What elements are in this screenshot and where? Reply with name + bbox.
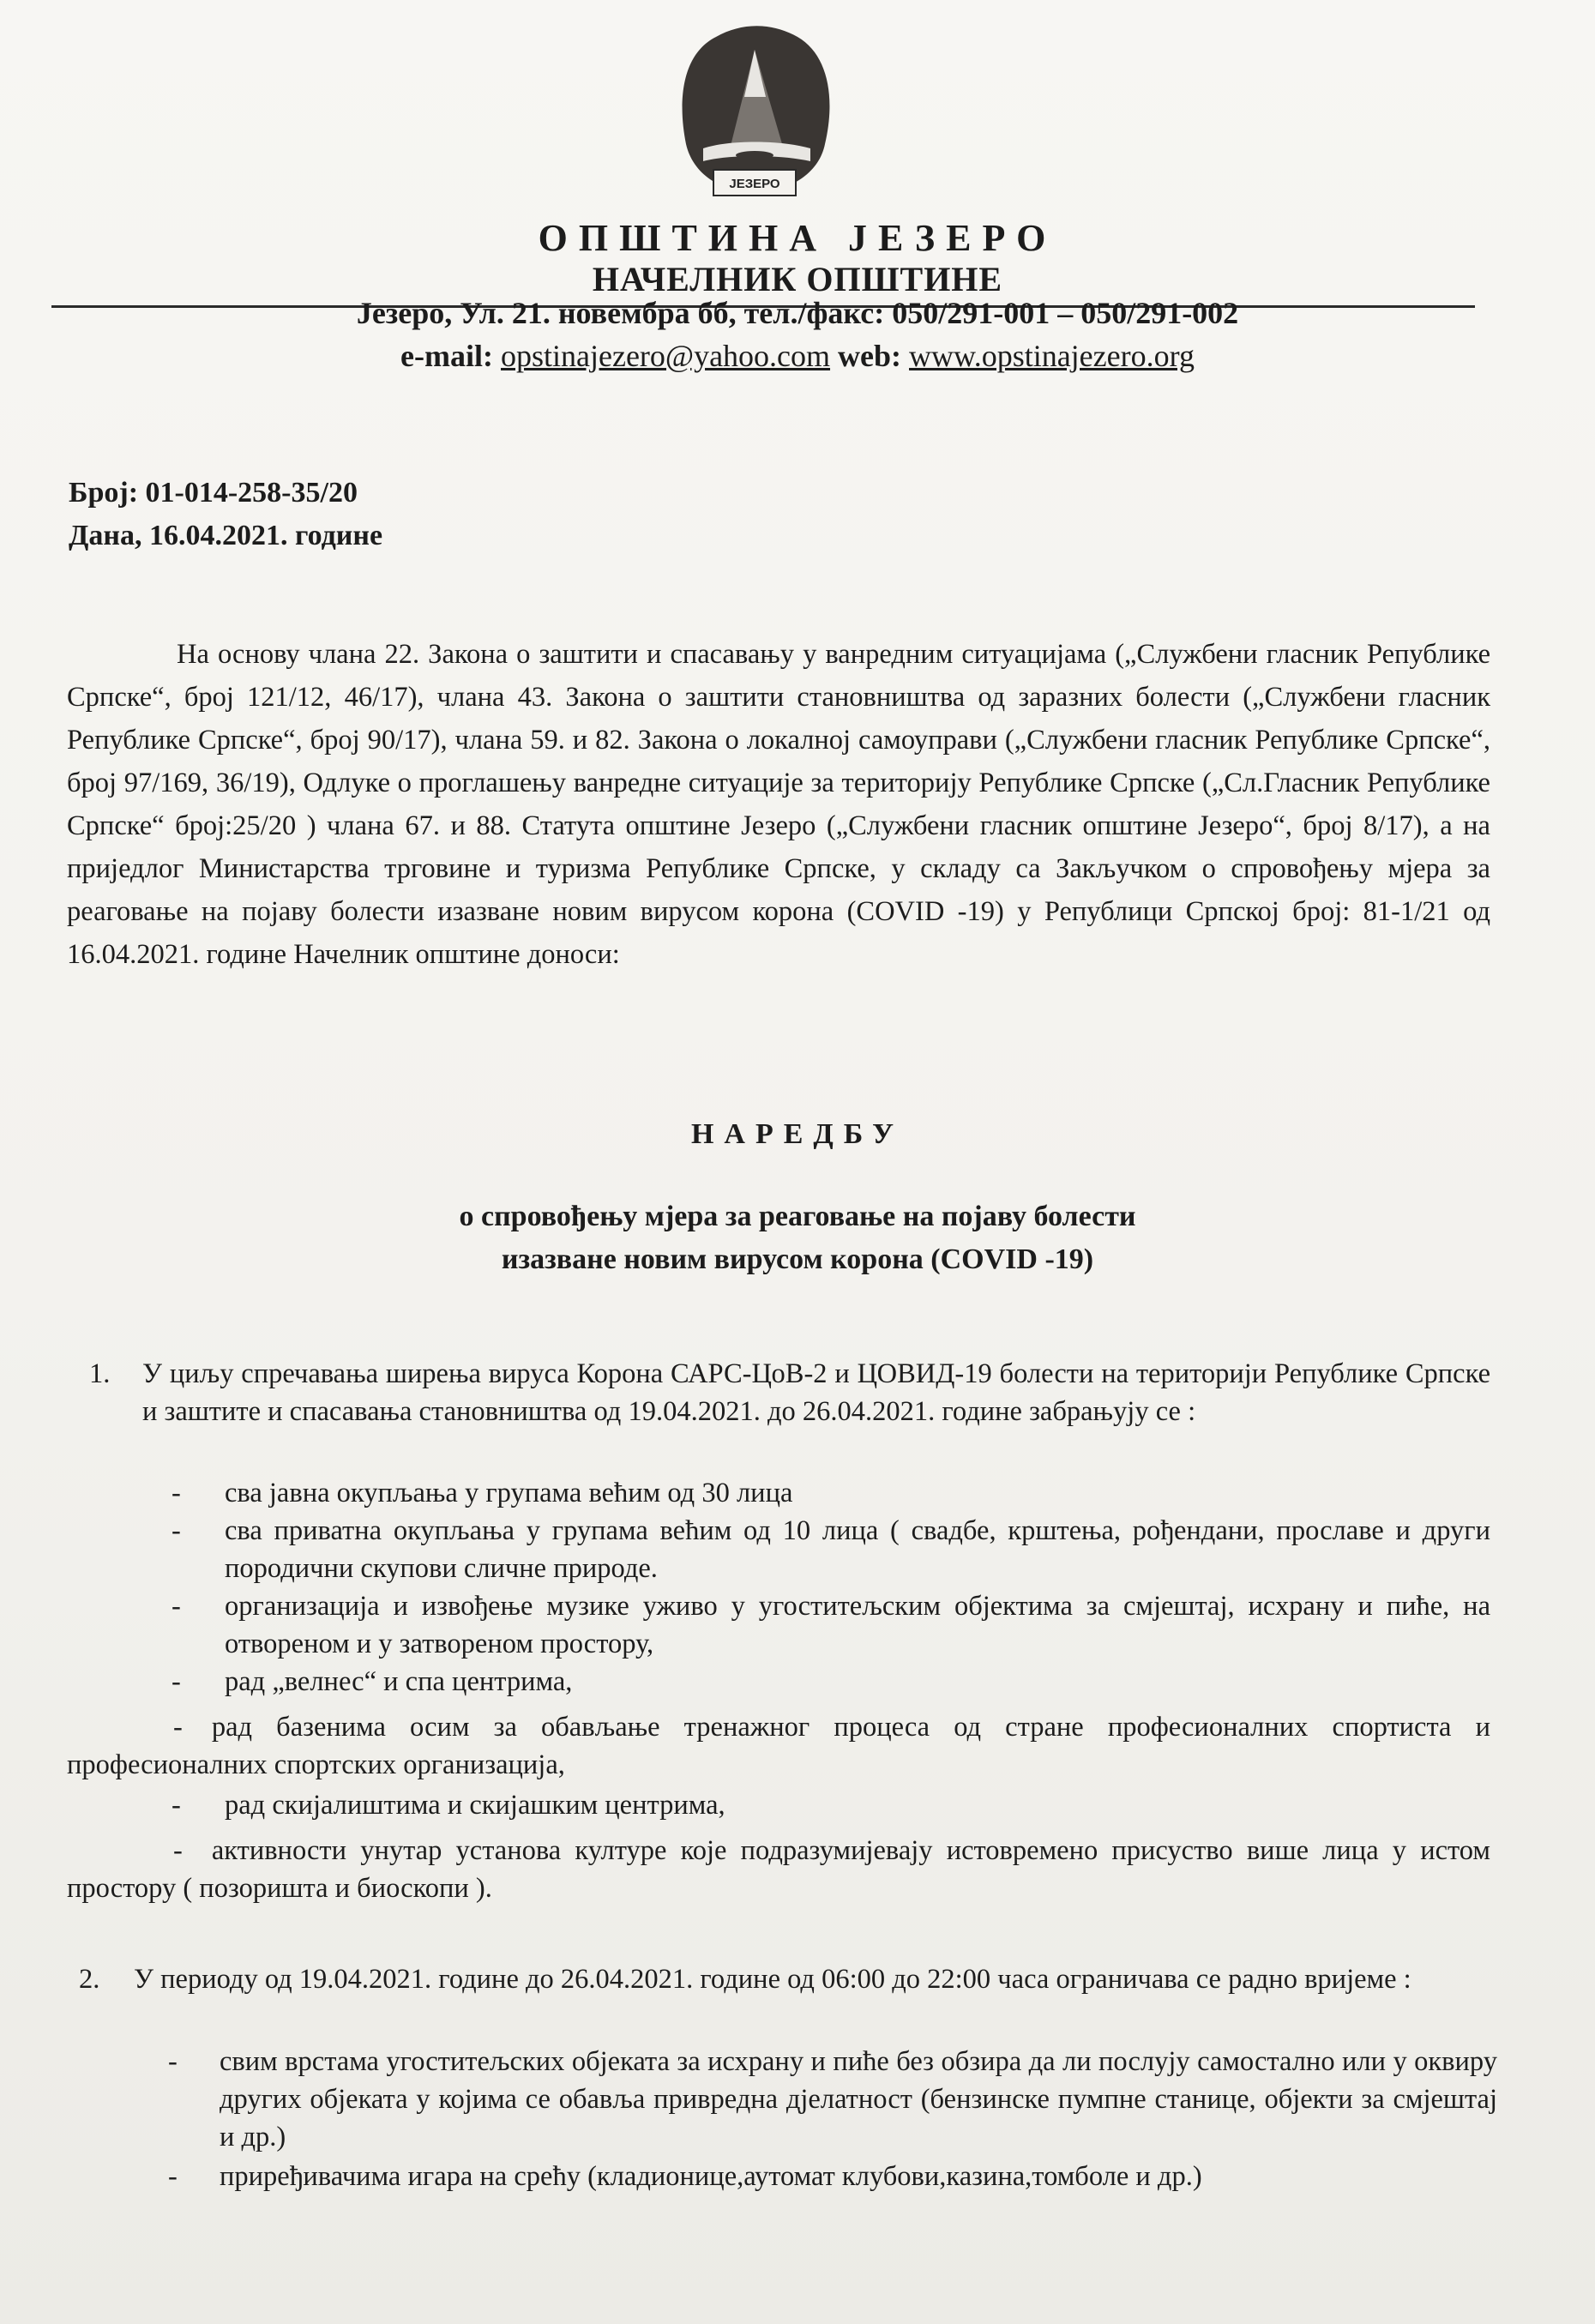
list-item [67,1832,1490,1907]
list-item: приређивачима игара на срећу (кладионице,аутомат клубови,казина,томболе и др.) [220,2161,1202,2192]
email-link[interactable]: opstinajezero@yahoo.com [501,339,831,373]
bullet-dash: - [168,2046,178,2077]
list-item: организација и извођење музике уживо у угоститељским објектима за смјештај, исхрану и пиће, на отвореном и у затвореном простору, [225,1591,1490,1659]
bullet-dash: - [172,1790,181,1821]
item-number: 2. [79,1964,100,1995]
preamble-paragraph: На основу члана 22. Закона о заштити и спасавању у ванредним ситуацијама („Службени гласник Републике Српске“, број 121/12, 46/17), члана 43. Закона о заштити становништва од заразних болести („Службени гласник Републике Српске“, број 90/17), члана 59. и 82. Закона о локалној самоуправи („Службени гласник Републике Српске“, број 97/169, 36/19), Одлуке о проглашењу ванредне ситуације за територију Републике Српске („Сл.Гласник Републике Српске“ број:25/20 ) члана 67. и 88. Статута општине Језеро („Службени гласник општине Језеро“, број 8/17), а на приједлог Министарства трговине и туризма Републике Српске, у складу са Закључком о спровођењу мјера за реаговање на појаву болести изазване новим вирусом корона (COVID -19) у Републици Српској број: 81-1/21 од 16.04.2021. године Начелник општине доноси: [67,639,1490,970]
list-item: свим врстама угоститељских објеката за исхрану и пиће без обзира да ли послују самостално или у оквиру других објеката у којима се обавља привредна дјелатност (бензинске пумпне станице, објекти за смјештај и др.) [220,2046,1497,2152]
municipality-name: ОПШТИНА ЈЕЗЕРО [538,217,1057,259]
item-text: У периоду од 19.04.2021. године до 26.04.2021. године од 06:00 до 22:00 часа ограничава се радно вријеме : [134,1964,1411,1995]
list-item: рад „велнес“ и спа центрима, [225,1666,573,1697]
contact-line [0,338,1595,374]
bullet-dash: - [172,1666,181,1697]
email-label: e-mail: [400,339,493,373]
order-title: НАРЕДБУ [690,1118,905,1150]
order-subtitle-line-2: изазване новим вирусом корона (COVID -19) [501,1243,1094,1275]
item-text: У циљу спречавања ширења вируса Корона САРС-ЦоВ-2 и ЦОВИД-19 болести на територији Републике Српске и заштите и спасавања становништва од 19.04.2021. до 26.04.2021. године забрањују се : [142,1358,1490,1427]
list-item: сва јавна окупљања у групама већим од 30 лица [225,1478,793,1508]
list-item-text: активности унутар установа културе које подразумијевају истовремено присуство више лица у истом простору ( позоришта и биоскопи ). [67,1835,1490,1904]
list-item: сва приватна окупљања у групама већим од 10 лица ( свадбе, крштења, рођендани, прославе и други породични скупови сличне природе. [225,1515,1490,1584]
bullet-dash: - [172,1515,181,1546]
order-subtitle-line-1: о спровођењу мјера за реаговање на појаву болести [459,1201,1136,1232]
reference-number: Број: 01-014-258-35/20 [69,477,358,509]
web-link[interactable]: www.opstinajezero.org [909,339,1195,373]
bullet-dash: - [168,2161,178,2192]
reference-date: Дана, 16.04.2021. године [69,520,383,551]
list-item: рад скијалиштима и скијашким центрима, [225,1790,725,1821]
address-line: Језеро, Ул. 21. новембра бб, тел./факс: 050/291-001 – 050/291-002 [356,296,1239,330]
office-name: НАЧЕЛНИК ОПШТИНЕ [592,260,1003,298]
list-item [67,1708,1490,1784]
municipality-coat-of-arms [669,15,840,208]
order-subtitle [0,1195,1595,1281]
bullet-dash: - [173,1835,183,1866]
logo-label: ЈЕЗЕРО [729,177,780,191]
item-number: 1. [89,1358,111,1389]
web-label: web: [838,339,902,373]
bullet-dash: - [172,1591,181,1622]
bullet-dash: - [173,1712,183,1743]
list-item-text: рад базенима осим за обављање тренажног процеса од стране професионалних спортиста и професионалних спортских организација, [67,1712,1490,1780]
bullet-dash: - [172,1478,181,1508]
